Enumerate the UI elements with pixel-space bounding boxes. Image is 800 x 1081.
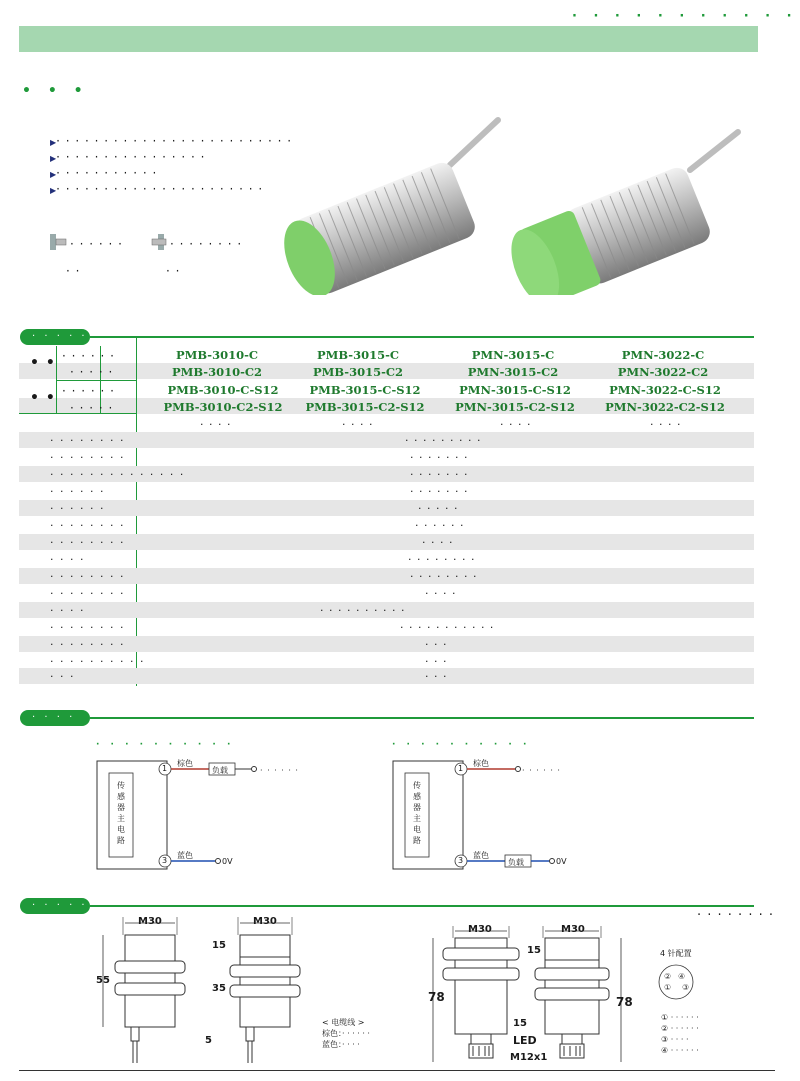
feature-item: ▶· · · · · · · · · · · · · · · · · · · · · · — [50, 182, 264, 196]
table-row-value: · · · · · · · · — [408, 553, 476, 566]
plus-supply-label: · · · · · · — [522, 766, 561, 775]
install-flush-text: · · · · · · — [70, 237, 123, 251]
table-row-value: · · · · · — [418, 502, 459, 515]
install-nonflush-text: · · · · · · · · — [170, 237, 243, 251]
model-name: PMB-3010-C2-S12 — [163, 400, 283, 414]
install-nonflush-caption: · · — [166, 264, 181, 278]
stripe — [19, 668, 754, 684]
table-row-label: · · · · · · · · — [50, 621, 125, 634]
model-name: PMB-3010-C-S12 — [167, 383, 279, 397]
model-name: PMN-3015-C-S12 — [459, 383, 571, 397]
dim-m30-label: M30 — [468, 924, 492, 935]
svg-text:③: ③ — [682, 983, 690, 992]
dim-15-label: 15 — [527, 945, 541, 956]
group-label-flush: • • — [30, 355, 56, 371]
dimension-right-dots: · · · · · · · · — [697, 908, 774, 923]
sub-label: · · · · · · — [62, 349, 115, 363]
top-decoration-dots: · · · · · · · · · · · — [572, 9, 798, 24]
dim-m30-label: M30 — [253, 916, 277, 927]
pin-list — [661, 1012, 699, 1056]
dim-35-label: 35 — [212, 983, 226, 994]
model-name: PMN-3022-C2 — [617, 365, 709, 379]
stripe — [19, 636, 754, 652]
table-row-label: · · · — [50, 670, 75, 683]
table-row-value: · · · · · · · — [410, 485, 469, 498]
table-row-label: · · · · — [50, 604, 85, 617]
distance-value: · · · · — [500, 418, 532, 431]
table-row-value: · · · · · · · — [410, 468, 469, 481]
table-row-value: · · · · — [425, 587, 457, 600]
table-row-value: · · · · · · — [415, 519, 465, 532]
sub-label: · · · · · · — [62, 384, 115, 398]
blue-wire-label: 蓝色 — [177, 851, 193, 860]
non-flush-mount-icon — [152, 234, 166, 250]
blue-wire-label: 蓝色 — [473, 851, 489, 860]
table-row-value: · · · — [425, 638, 448, 651]
table-row-value: · · · · · · · · · · · — [400, 621, 495, 634]
main-circuit-label: 传 感 器 主 电 路 — [413, 781, 421, 845]
pin-item: ① · · · · · · — [661, 1013, 699, 1022]
table-row-label: · · · · · · · · · · · · · · — [50, 468, 185, 481]
table-row-value: · · · · · · · — [410, 451, 469, 464]
brown-note: 棕色：· · · · · · — [322, 1029, 370, 1038]
svg-text:④: ④ — [678, 972, 686, 981]
load-label: 负载 — [212, 766, 228, 775]
triangle-bullet-icon: ▶ — [50, 170, 57, 179]
pin-1-number: 1 — [162, 764, 168, 773]
wiring-section-pill: · · · · — [20, 710, 90, 726]
model-name: PMN-3015-C — [471, 348, 555, 362]
model-name: PMB-3015-C-S12 — [309, 383, 421, 397]
model-name: PMN-3022-C2-S12 — [605, 400, 725, 414]
wiring-section-line — [90, 717, 754, 719]
pin-item: ③ · · · · — [661, 1035, 689, 1044]
install-flush-caption: · · — [66, 264, 81, 278]
table-row-value: · · · · · · · · · · — [320, 604, 406, 617]
flush-mount-icon — [50, 234, 66, 250]
dim-78-label: 78 — [616, 995, 633, 1009]
stripe — [19, 500, 754, 516]
table-hline-group — [56, 380, 136, 381]
wiring-left-title: · · · · · · · · · · — [96, 740, 235, 750]
spec-section-line — [90, 336, 754, 338]
dim-15-label: 15 — [513, 1018, 527, 1029]
feature-item: ▶· · · · · · · · · · · · · · · · — [50, 150, 206, 164]
dim-m30-label: M30 — [561, 924, 585, 935]
spec-section-pill: · · · · · — [20, 329, 90, 345]
table-row-value: · · · · · · · · — [410, 570, 478, 583]
dim-15-label: 15 — [212, 940, 226, 951]
distance-value: · · · · — [650, 418, 682, 431]
brown-wire-label: 棕色 — [177, 759, 193, 768]
svg-text:①: ① — [664, 983, 672, 992]
table-row-label: · · · · — [50, 553, 85, 566]
table-row-value: · · · · · · · · · — [405, 434, 482, 447]
header-bar — [19, 26, 758, 52]
table-row-label: · · · · · · · · — [50, 434, 125, 447]
main-circuit-label: 传 感 器 主 电 路 — [117, 781, 125, 845]
pin-3-number: 3 — [162, 856, 168, 865]
stripe — [19, 534, 754, 550]
table-row-label: · · · · · · · · — [50, 587, 125, 600]
dimension-section-line — [90, 905, 754, 907]
table-row-value: · · · — [425, 670, 448, 683]
cable-note: < 电缆线 > — [322, 1018, 365, 1027]
page-bottom-line — [19, 1070, 775, 1071]
table-row-label: · · · · · · · · — [50, 570, 125, 583]
sub-label: · · · · · — [70, 401, 114, 415]
zero-v-label: 0V — [556, 857, 567, 866]
model-name: PMN-3015-C2 — [467, 365, 559, 379]
pin-config-icon — [656, 962, 698, 1002]
svg-text:②: ② — [664, 972, 672, 981]
triangle-bullet-icon: ▶ — [50, 186, 57, 195]
distance-value: · · · · — [200, 418, 232, 431]
dim-55-label: 55 — [96, 975, 110, 986]
blue-note: 蓝色：· · · · — [322, 1040, 360, 1049]
model-name: PMN-3022-C — [621, 348, 705, 362]
wiring-right-title: · · · · · · · · · · — [392, 740, 531, 750]
model-name: PMB-3015-C2 — [312, 365, 404, 379]
model-name: PMB-3010-C2 — [171, 365, 263, 379]
load-label: 负载 — [508, 858, 524, 867]
feature-item: ▶· · · · · · · · · · · · · · · · · · · · · · · · · — [50, 134, 293, 148]
table-row-value: · · · — [425, 655, 448, 668]
model-name: PMB-3010-C — [175, 348, 259, 362]
pin-3-number: 3 — [458, 856, 464, 865]
feature-item: ▶· · · · · · · · · · · — [50, 166, 158, 180]
sub-label: · · · · · — [70, 365, 114, 379]
dimension-drawing-cable-flush — [95, 915, 195, 1065]
nonflush-sensor-image — [505, 120, 745, 295]
stripe — [19, 568, 754, 584]
table-row-label: · · · · · · · · — [50, 519, 125, 532]
table-row-value: · · · · — [422, 536, 454, 549]
distance-value: · · · · — [342, 418, 374, 431]
brown-wire-label: 棕色 — [473, 759, 489, 768]
dim-m30-label: M30 — [138, 916, 162, 927]
zero-v-label: 0V — [222, 857, 233, 866]
wiring-diagram-right — [391, 755, 621, 875]
model-name: PMN-3015-C2-S12 — [455, 400, 575, 414]
dimension-section-pill: · · · · · — [20, 898, 90, 914]
led-label: LED — [513, 1034, 537, 1047]
table-row-label: · · · · · · · · — [50, 451, 125, 464]
table-row-label: · · · · · · — [50, 502, 105, 515]
m12-label: M12x1 — [510, 1052, 548, 1063]
plus-supply-label: · · · · · · — [260, 766, 299, 775]
pin-item: ④ · · · · · · — [661, 1046, 699, 1055]
model-name: PMN-3022-C-S12 — [609, 383, 721, 397]
triangle-bullet-icon: ▶ — [50, 154, 57, 163]
stripe — [19, 432, 754, 448]
group-label-nonflush: • • — [30, 390, 56, 406]
intro-dots: • • • — [22, 83, 89, 99]
feature-list — [50, 130, 292, 194]
pin-1-number: 1 — [458, 764, 464, 773]
model-name: PMB-3015-C2-S12 — [305, 400, 425, 414]
pin-item: ② · · · · · · — [661, 1024, 699, 1033]
triangle-bullet-icon: ▶ — [50, 138, 57, 147]
table-row-label: · · · · · · · · · · — [50, 655, 145, 668]
table-row-label: · · · · · · · · — [50, 638, 125, 651]
dim-78-label: 78 — [428, 990, 445, 1004]
table-row-label: · · · · · · — [50, 485, 105, 498]
pin-config-title: 4 针配置 — [660, 949, 692, 958]
flush-sensor-image — [270, 110, 510, 295]
table-row-label: · · · · · · · · — [50, 536, 125, 549]
dim-5-label: 5 — [205, 1035, 212, 1046]
model-name: PMB-3015-C — [316, 348, 400, 362]
